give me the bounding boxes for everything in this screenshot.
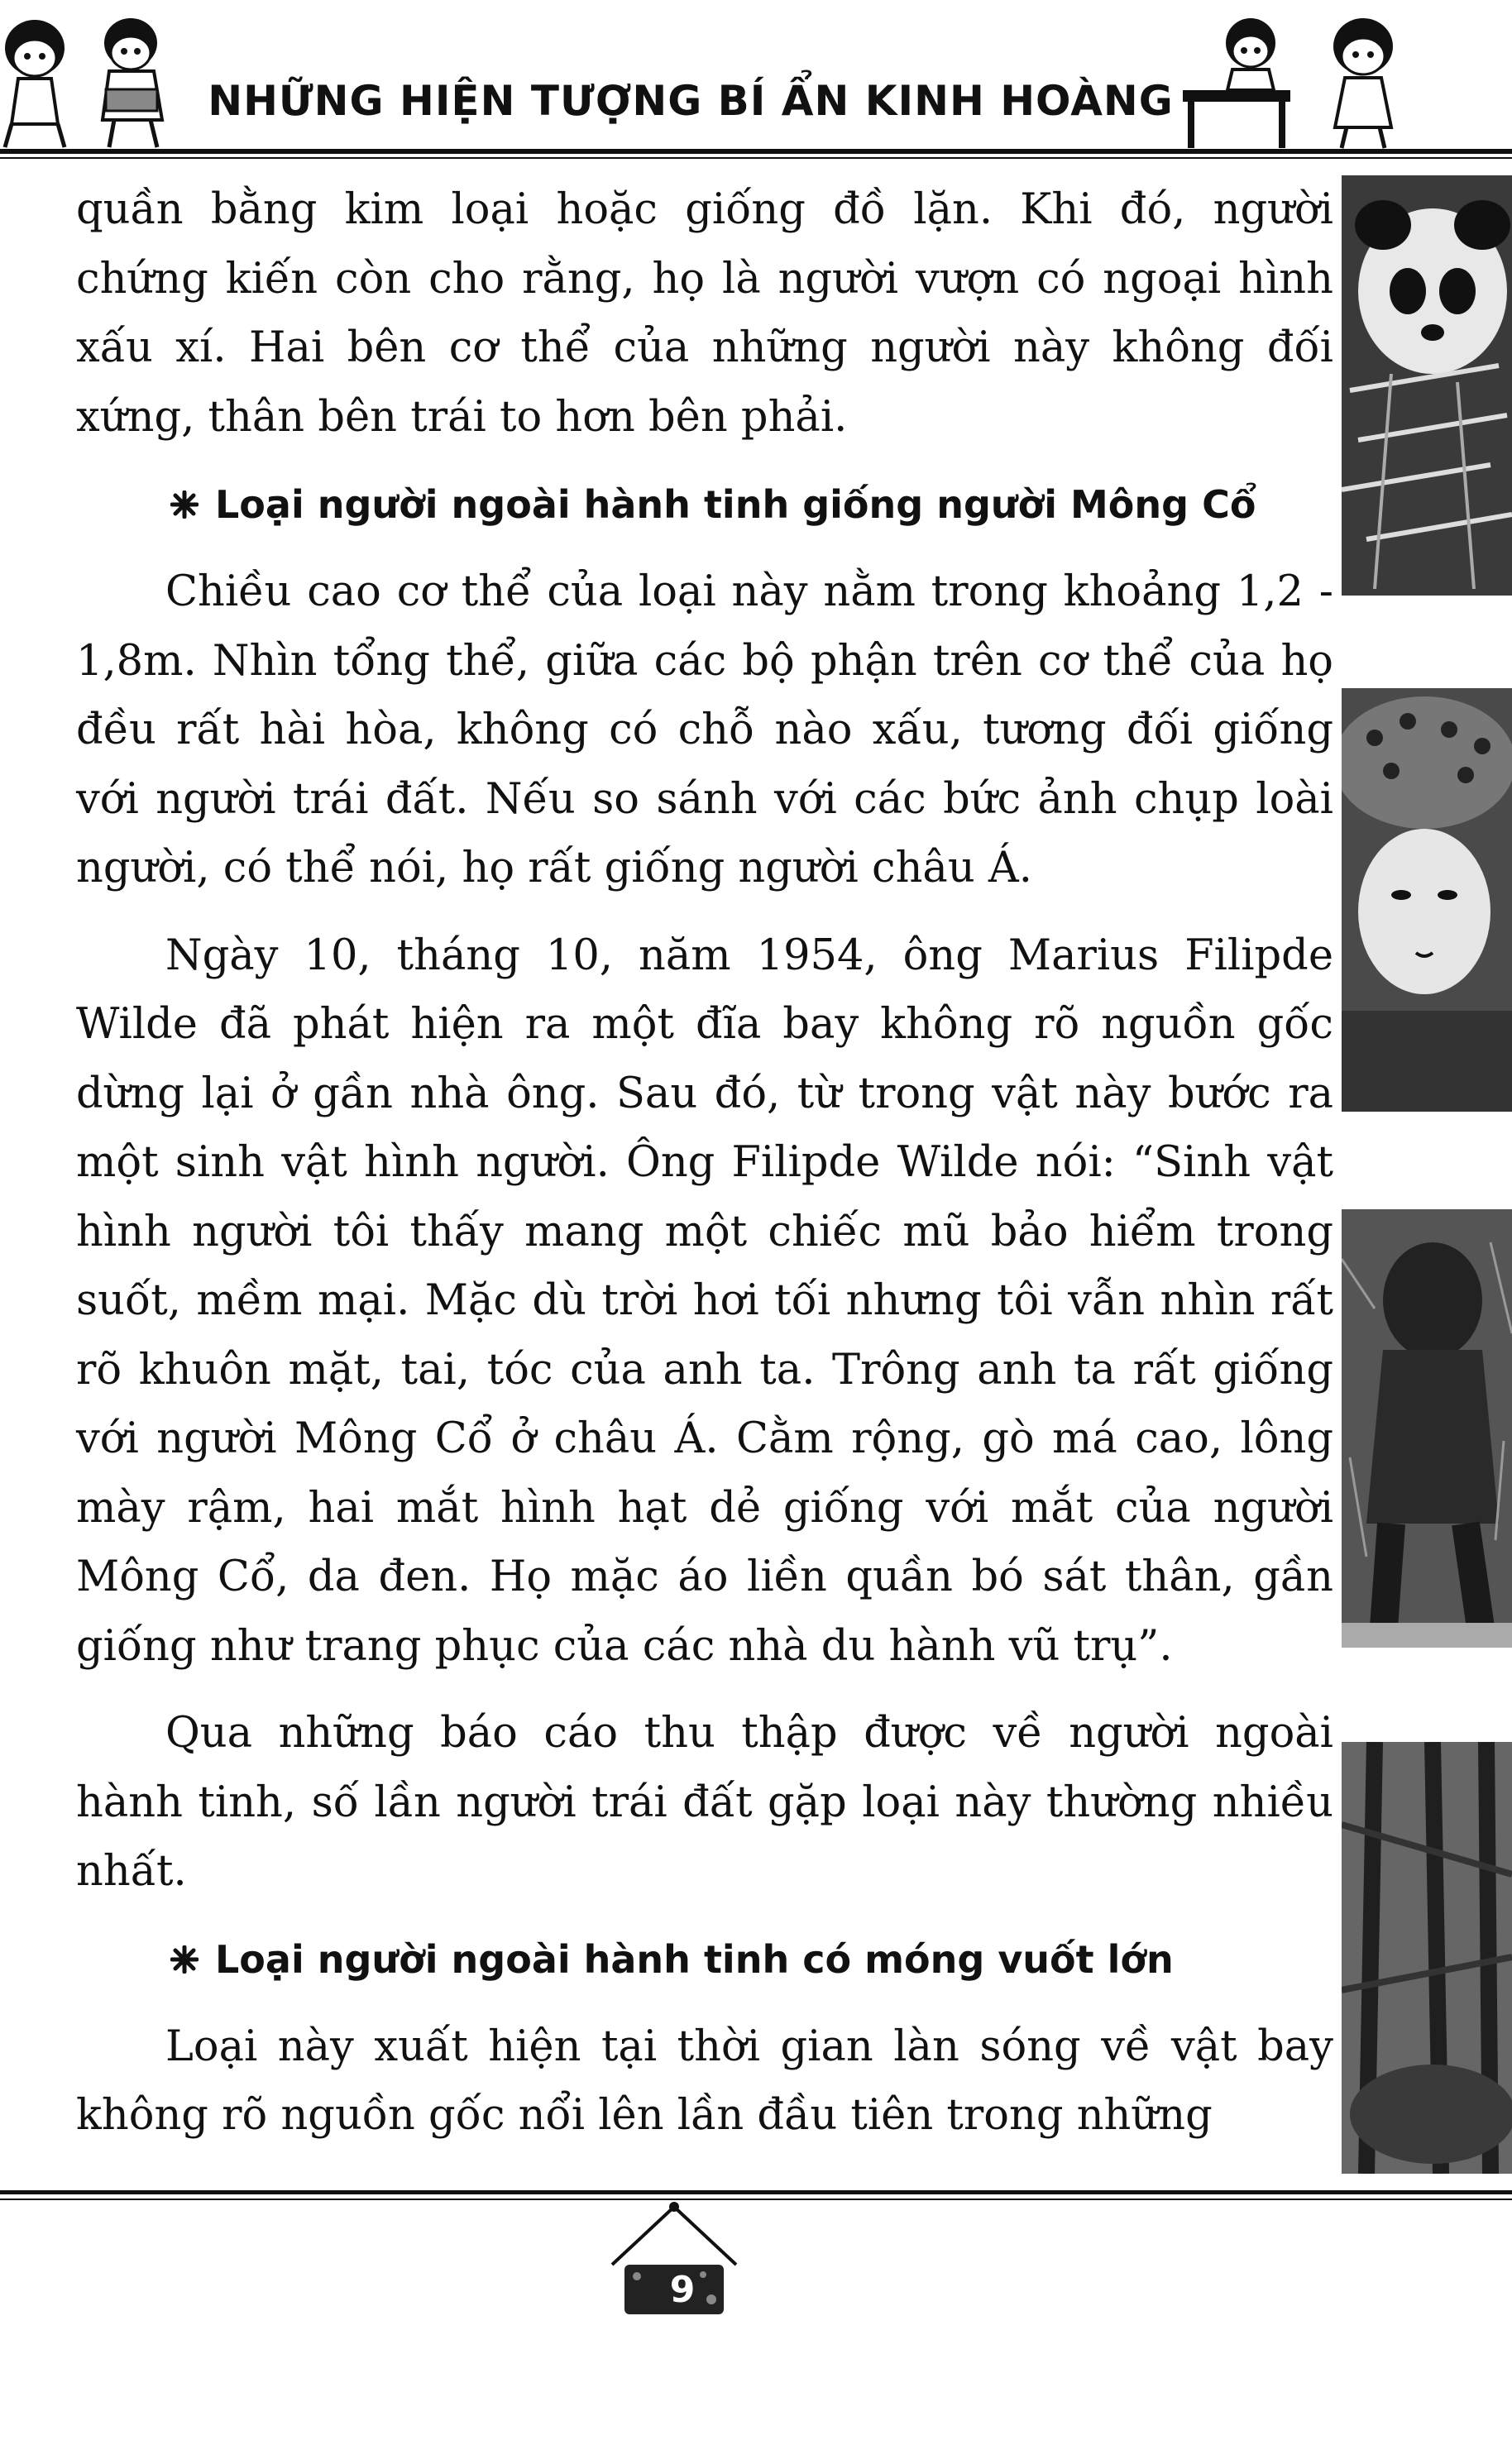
cartoon-kids-left-illustration bbox=[0, 8, 190, 153]
paragraph-2: Chiều cao cơ thể của loại này nằm trong khoảng 1,2 - 1,8m. Nhìn tổng thể, giữa các bộ phận trên cơ thể của họ đều rất hài hòa, không có chỗ nào xấu, tương đối giống với người trái đất. Nếu so sánh với các bức ảnh chụp loài người, có thể nói, họ rất giống người châu Á. bbox=[76, 567, 1333, 892]
section-heading-mongol bbox=[76, 470, 1333, 539]
article-body bbox=[76, 175, 1333, 2169]
header-rule-thin bbox=[0, 157, 1512, 159]
running-header-title: NHỮNG HIỆN TƯỢNG BÍ ẨN KINH HOÀNG bbox=[208, 77, 1174, 125]
section-heading-text: Loại người ngoài hành tinh giống người Mông Cổ bbox=[215, 482, 1256, 527]
asian-woman-portrait-photo bbox=[1342, 688, 1512, 1112]
asterisk-bullet-icon bbox=[169, 470, 200, 539]
paragraph-1: quần bằng kim loại hoặc giống đồ lặn. Khi đó, người chứng kiến còn cho rằng, họ là người vượn có ngoại hình xấu xí. Hai bên cơ thể của những người này không đối xứng, thân bên trái to hơn bên phải. bbox=[76, 185, 1333, 442]
footer-rule bbox=[0, 2190, 1512, 2194]
asterisk-bullet-icon bbox=[169, 1925, 200, 1994]
paragraph-3: Ngày 10, tháng 10, năm 1954, ông Marius Filipde Wilde đã phát hiện ra một đĩa bay không rõ nguồn gốc dừng lại ở gần nhà ông. Sau đó, từ trong vật này bước ra một sinh vật hình người. Ông Filipde Wilde nói: “Sinh vật hình người tôi thấy mang một chiếc mũ bảo hiểm trong suốt, mềm mại. Mặc dù trời hơi tối nhưng tôi vẫn nhìn rất rõ khuôn mặt, tai, tóc của anh ta. Trông anh ta rất giống với người Mông Cổ ở châu Á. Cằm rộng, gò má cao, lông mày rậm, hai mắt hình hạt dẻ giống với mắt của người Mông Cổ, da đen. Họ mặc áo liền quần bó sát thân, gần giống như trang phục của các nhà du hành vũ trụ”. bbox=[76, 931, 1333, 1671]
page-number: 9 bbox=[669, 2268, 696, 2311]
cartoon-kids-right-illustration bbox=[1175, 12, 1423, 152]
section-heading-text: Loại người ngoài hành tinh có móng vuốt lớn bbox=[215, 1936, 1174, 1982]
section-heading-claws bbox=[76, 1925, 1333, 1994]
header-rule bbox=[0, 149, 1512, 154]
panda-photo bbox=[1342, 175, 1512, 596]
paragraph-4: Qua những báo cáo thu thập được về người ngoài hành tinh, số lần người trái đất gặp loại này thường nhiều nhất. bbox=[76, 1709, 1333, 1896]
paragraph-5: Loại này xuất hiện tại thời gian làn sóng về vật bay không rõ nguồn gốc nổi lên lần đầu tiên trong những bbox=[76, 2022, 1333, 2140]
page-header bbox=[0, 0, 1512, 161]
hairy-creature-photo bbox=[1342, 1209, 1512, 1648]
forest-photo bbox=[1342, 1742, 1512, 2174]
